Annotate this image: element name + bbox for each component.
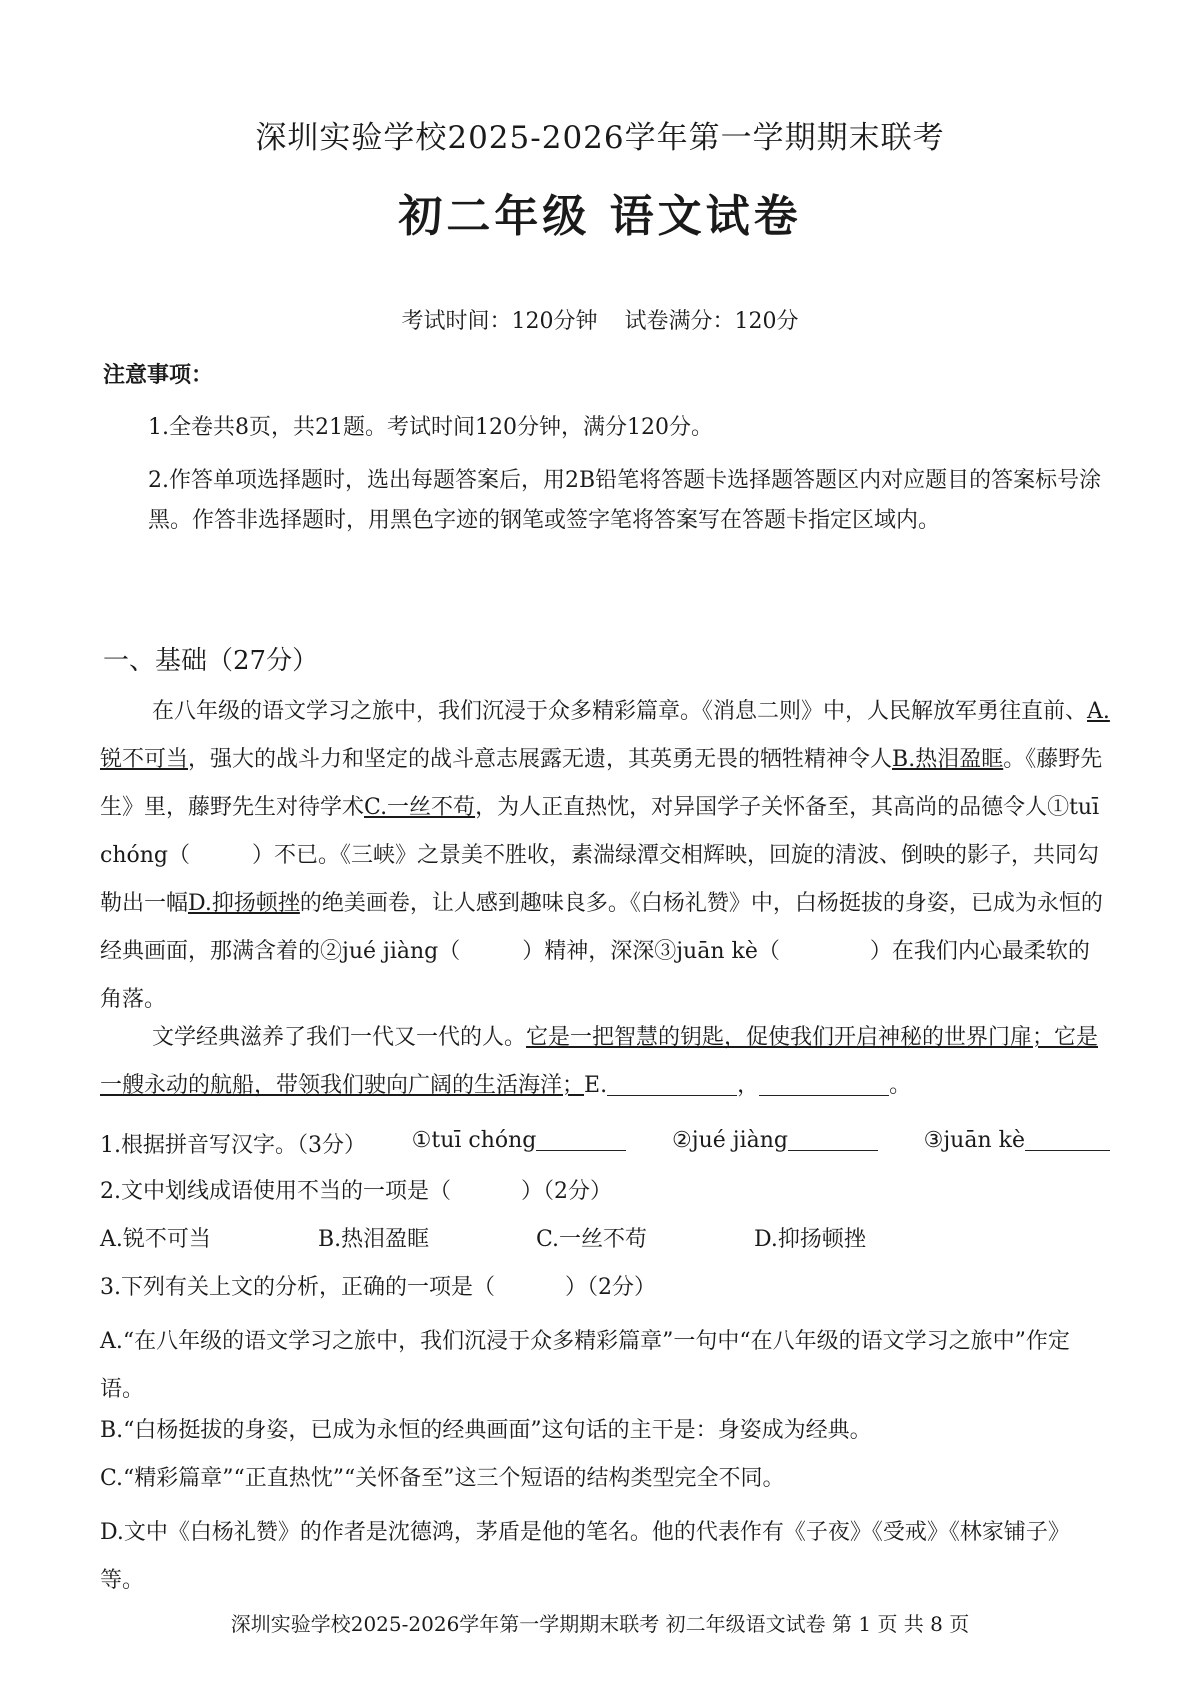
q1-stem: 1.根据拼音写汉字。（3分） (100, 1133, 366, 1158)
section-heading: 一、基础（27分） (103, 646, 319, 676)
passage-text: ，为人正直热忱，对异国学子关怀备至，其高尚的品德令人①tuī chóng（ (100, 795, 1100, 868)
exam-info (0, 304, 1200, 335)
paper-title: 初二年级 语文试卷 (398, 191, 802, 242)
period: 。 (889, 1073, 912, 1098)
underlined-sentence: 它是一把智慧的钥匙，促使我们开启神秘的世界门扉；它是一艘永动的航船，带领我们驶向广阔的生活海洋； (100, 1025, 1099, 1098)
passage-paragraph-1 (100, 688, 1110, 1024)
option-c: C.一丝不苟 (536, 1227, 648, 1252)
question-1 (100, 1128, 1110, 1159)
option-a: A.锐不可当 (100, 1227, 211, 1252)
q1-item-b: ②jué jiàng (672, 1128, 878, 1159)
q1-item-c: ③juān kè (924, 1128, 1110, 1159)
page-footer: 深圳实验学校2025-2026学年第一学期期末联考 初二年级语文试卷 第 1 页 共 8 页 (230, 1612, 970, 1636)
passage-text: ）在我们内心最柔软的角落。 (100, 939, 1090, 1012)
full-score: 试卷满分：120分 (624, 309, 799, 334)
question-3-option-d: D.文中《白杨礼赞》的作者是沈德鸿，茅盾是他的笔名。他的代表作有《子夜》《受戒》《林家铺子》等。 (100, 1520, 1070, 1593)
option-b: B.热泪盈眶 (318, 1227, 430, 1252)
question-3-option-a: A.“在八年级的语文学习之旅中，我们沉浸于众多精彩篇章”一句中“在八年级的语文学习之旅中”作定语。 (100, 1329, 1070, 1402)
idiom-c: C.一丝不苟 (364, 795, 476, 820)
passage-paragraph-2 (100, 1014, 1110, 1110)
comma: ， (737, 1073, 760, 1098)
question-3: 3.下列有关上文的分析，正确的一项是（ ）（2分） (100, 1275, 656, 1300)
idiom-d: D.抑扬顿挫 (188, 891, 300, 916)
exam-time: 考试时间：120分钟 (401, 309, 598, 334)
school-exam-title: 深圳实验学校2025-2026学年第一学期期末联考 (255, 120, 945, 156)
passage-text: 在八年级的语文学习之旅中，我们沉浸于众多精彩篇章。《消息二则》中，人民解放军勇往直前、 (152, 699, 1088, 724)
passage-text: ）不已。《三峡》之景美不胜收，素湍绿潭交相辉映，回旋的清波、倒映的影子，共同勾勒出一幅 (100, 843, 1100, 916)
question-2-options (100, 1222, 972, 1253)
notice-item-1: 1.全卷共8页，共21题。考试时间120分钟，满分120分。 (148, 415, 713, 440)
question-2: 2.文中划线成语使用不当的一项是（ ）（2分） (100, 1179, 612, 1204)
notice-item-2: 2.作答单项选择题时，选出每题答案后，用2B铅笔将答题卡选择题答题区内对应题目的答案标号涂黑。作答非选择题时，用黑色字迹的钢笔或签字笔将答案写在答题卡指定区域内。 (148, 468, 1102, 533)
idiom-b: B.热泪盈眶 (892, 747, 1004, 772)
passage-text: ）精神，深深③juān kè（ (522, 939, 780, 964)
q1-item-a: ①tuī chóng (412, 1128, 627, 1159)
passage-text: 。《藤野先生》里，藤野先生对待学术 (100, 747, 1103, 820)
passage-text: 的绝美画卷，让人感到趣味良多。《白杨礼赞》中，白杨挺拔的身姿，已成为永恒的经典画面，那满含着的②jué jiàng（ (100, 891, 1103, 964)
e-label: E. (584, 1073, 608, 1098)
fill-blank-e2 (759, 1073, 889, 1096)
question-3-option-c: C.“精彩篇章”“正直热忱”“关怀备至”这三个短语的结构类型完全不同。 (100, 1466, 785, 1491)
passage-text: ，强大的战斗力和坚定的战斗意志展露无遗，其英勇无畏的牺牲精神令人 (188, 747, 893, 772)
passage-text: 文学经典滋养了我们一代又一代的人。 (152, 1025, 527, 1050)
fill-blank-e1 (607, 1073, 737, 1096)
notice-heading: 注意事项： (103, 362, 214, 388)
question-3-option-b: B.“白杨挺拔的身姿，已成为永恒的经典画面”这句话的主干是：身姿成为经典。 (100, 1418, 872, 1443)
option-d: D.抑扬顿挫 (754, 1227, 866, 1252)
idiom-a: A.锐不可当 (100, 699, 1110, 772)
